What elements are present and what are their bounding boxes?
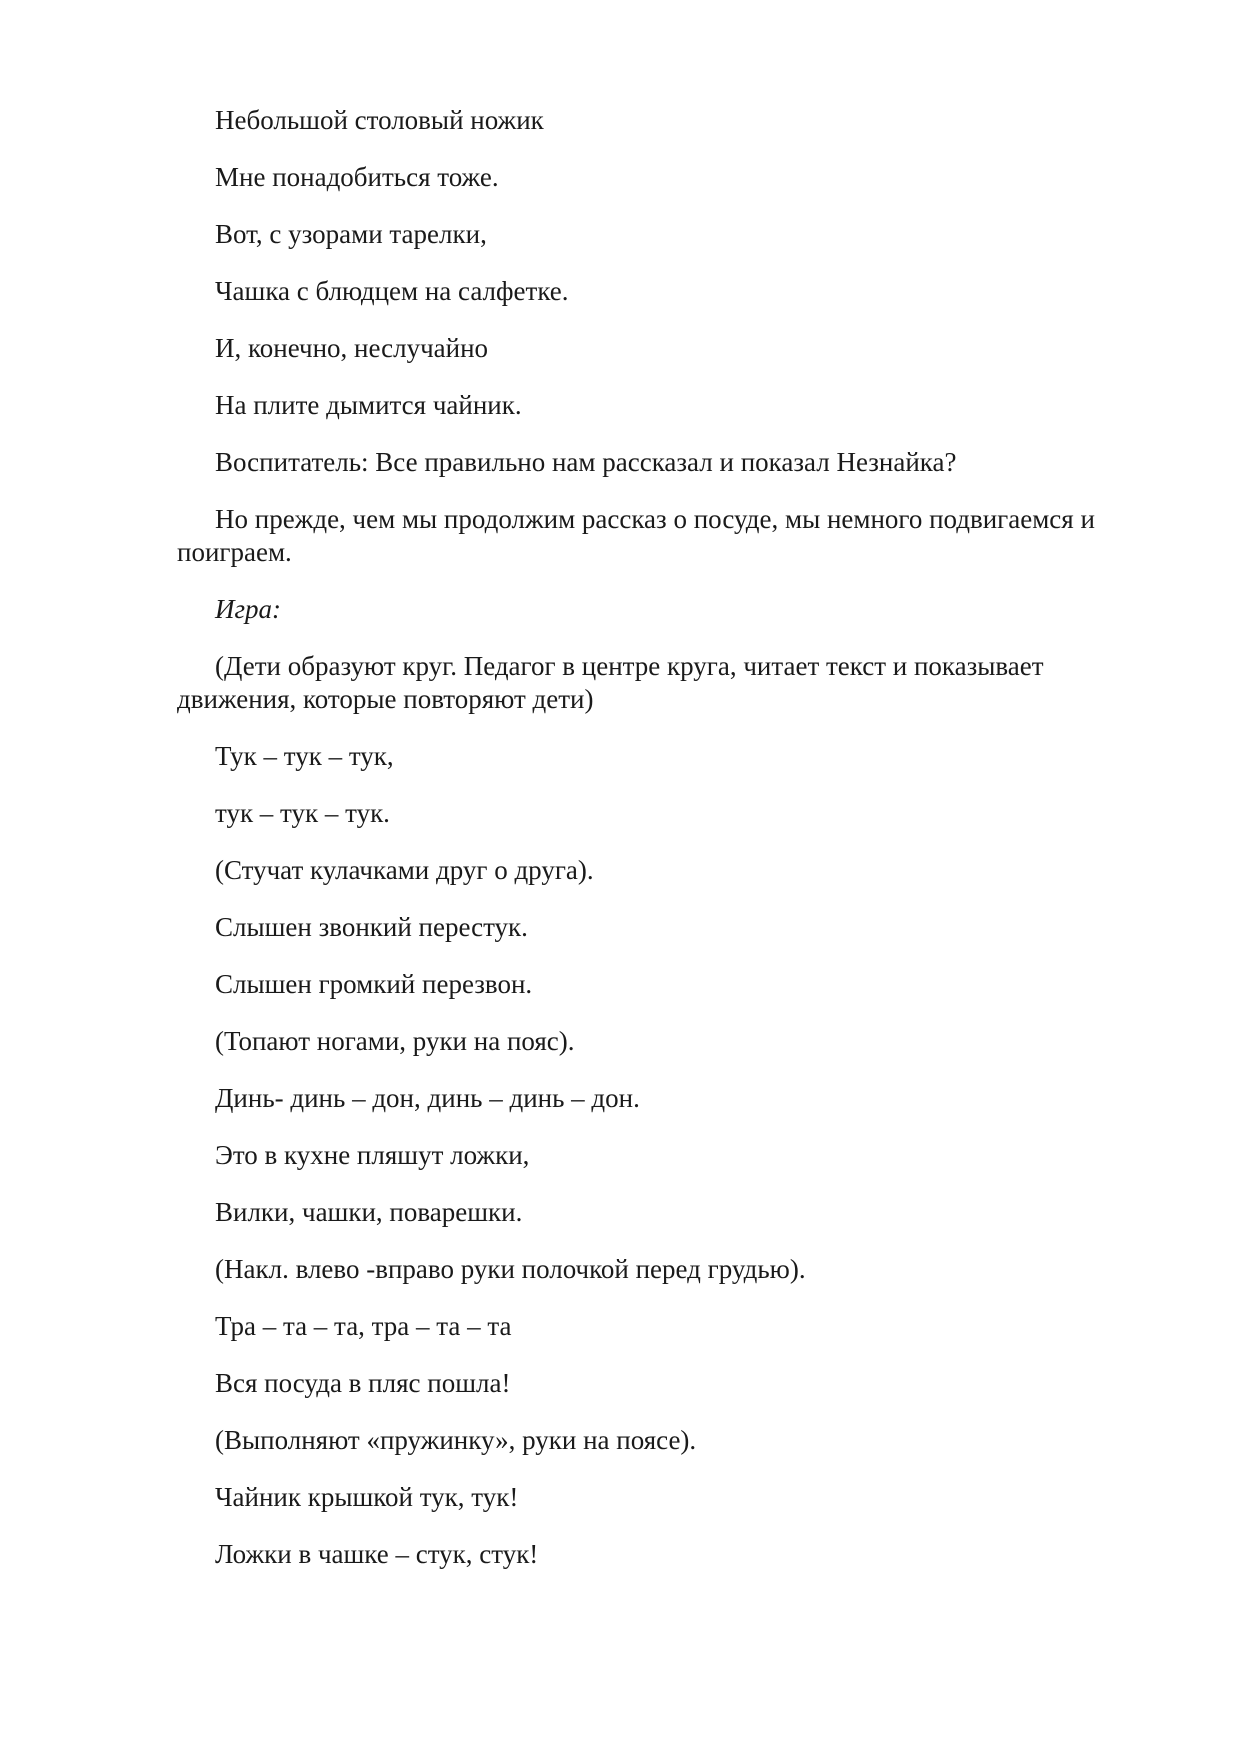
paragraph: (Топают ногами, руки на пояс). [215, 1026, 575, 1056]
paragraph: Небольшой столовый ножик [215, 105, 544, 135]
paragraph: Это в кухне пляшут ложки, [215, 1140, 530, 1170]
paragraph: Чайник крышкой тук, тук! [215, 1482, 519, 1512]
paragraph: Мне понадобиться тоже. [215, 162, 499, 192]
paragraph: Слышен громкий перезвон. [215, 969, 533, 999]
paragraph: Вот, с узорами тарелки, [215, 219, 487, 249]
paragraph: Слышен звонкий перестук. [215, 912, 528, 942]
paragraph: На плите дымится чайник. [215, 390, 522, 420]
paragraph: Воспитатель: Все правильно нам рассказал и показал Незнайка? [215, 447, 957, 477]
paragraph: тук – тук – тук. [215, 798, 390, 828]
paragraph: Динь- динь – дон, динь – динь – дон. [215, 1083, 640, 1113]
paragraph: Но прежде, чем мы продолжим рассказ о посуде, мы немного подвигаемся и поиграем. [177, 504, 1095, 567]
paragraph: Тук – тук – тук, [215, 741, 394, 771]
paragraph: (Выполняют «пружинку», руки на поясе). [215, 1425, 697, 1455]
paragraph: Тра – та – та, тра – та – та [215, 1311, 512, 1341]
paragraph: Чашка с блюдцем на салфетке. [215, 276, 569, 306]
document-body [177, 104, 1157, 1595]
paragraph: И, конечно, неслучайно [215, 333, 489, 363]
section-heading: Игра: [215, 594, 282, 624]
paragraph: (Стучат кулачками друг о друга). [215, 855, 594, 885]
paragraph: Вилки, чашки, поварешки. [215, 1197, 523, 1227]
paragraph: (Дети образуют круг. Педагог в центре круга, читает текст и показывает движения, которые повторяют дети) [177, 651, 1044, 714]
paragraph: Вся посуда в пляс пошла! [215, 1368, 511, 1398]
paragraph: (Накл. влево -вправо руки полочкой перед грудью). [215, 1254, 806, 1284]
paragraph: Ложки в чашке – стук, стук! [215, 1539, 539, 1569]
